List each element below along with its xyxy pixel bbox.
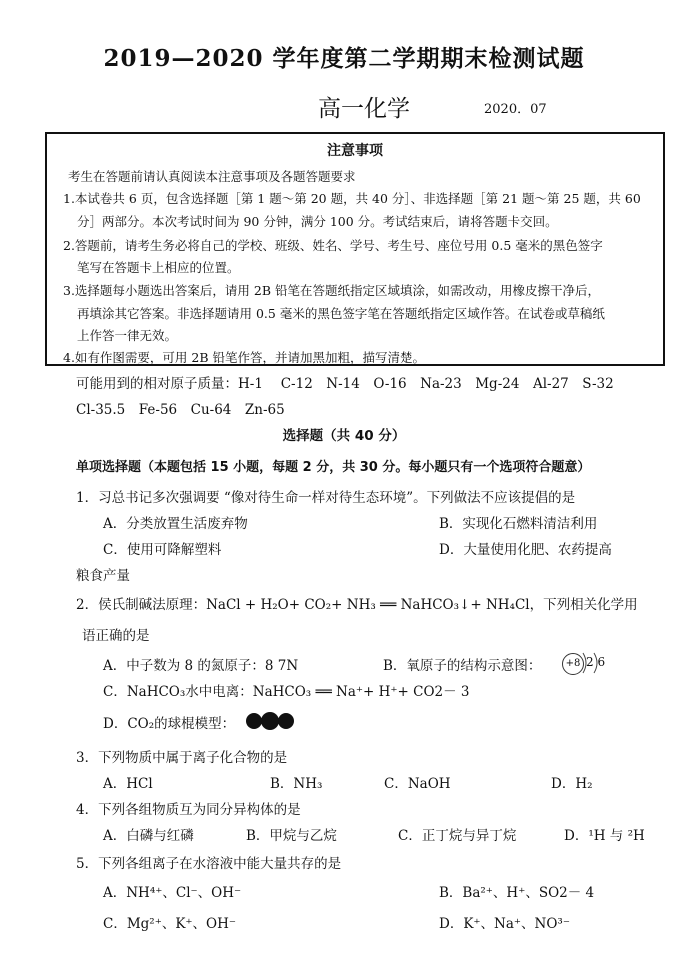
oxygen-electron-shells: 2 6 (586, 655, 606, 669)
part-instruction: 单项选择题（本题包括 15 小题，每题 2 分，共 30 分。每小题只有一个选项符合题意） (76, 460, 591, 475)
exam-title: 2019—2020 学年度第二学期期末检测试题 (103, 45, 585, 72)
question-2-option-c: C．NaHCO₃水中电离：NaHCO₃ ══ Na⁺+ H⁺+ CO2－ 3 (103, 684, 470, 700)
question-3-option-d: D．H₂ (551, 776, 593, 792)
atomic-masses-line: 可能用到的相对原子质量：H-1 C-12 N-14 O-16 Na-23 Mg-24 Al-27 S-32 (76, 376, 614, 392)
exam-date: 2020．07 (484, 102, 547, 117)
question-5-stem: 5．下列各组离子在水溶液中能大量共存的是 (76, 856, 342, 872)
question-3-option-a: A．HCl (103, 776, 153, 792)
notice-line: 分］两部分。本次考试时间为 90 分钟，满分 100 分。考试结束后，请将答题卡交回。 (77, 214, 558, 229)
question-5-option-d: D．K⁺、Na⁺、NO³⁻ (439, 916, 570, 932)
question-4-option-c: C．正丁烷与异丁烷 (398, 828, 517, 844)
question-3-option-b: B．NH₃ (270, 776, 323, 792)
notice-line: 上作答一律无效。 (77, 328, 178, 343)
question-1-option-d: D．大量使用化肥、农药提高 (439, 542, 612, 558)
notice-line: 考生在答题前请认真阅读本注意事项及各题答题要求 (68, 169, 356, 184)
notice-line: 1.本试卷共 6 页，包含选择题［第 1 题～第 20 题，共 40 分］、非选择题［第 21 题～第 25 题，共 60 (63, 191, 641, 206)
question-2-option-a: A．中子数为 8 的氮原子：8 7N (103, 658, 299, 674)
question-5-option-a: A．NH⁴⁺、Cl⁻、OH⁻ (103, 885, 242, 901)
co2-ball-and-stick-model-icon (245, 711, 295, 731)
question-1-option-c: C．使用可降解塑料 (103, 542, 222, 558)
question-5-option-c: C．Mg²⁺、K⁺、OH⁻ (103, 916, 237, 932)
section-title: 选择题（共 40 分） (282, 428, 406, 444)
oxygen-nucleus-circle: +8 (562, 653, 584, 675)
electron-shell-arcs-icon (581, 650, 611, 676)
notice-line: 2.答题前，请考生务必将自己的学校、班级、姓名、学号、考生号、座位号用 0.5 毫米的黑色签字 (63, 238, 603, 253)
notice-line: 4.如有作图需要，可用 2B 铅笔作答，并请加黑加粗，描写清楚。 (63, 350, 426, 365)
notice-line: 笔写在答题卡上相应的位置。 (77, 260, 240, 275)
question-1-stem: 1．习总书记多次强调要 “像对待生命一样对待生态环境”。下列做法不应该提倡的是 (76, 490, 576, 506)
question-1-option-d-continued: 粮食产量 (76, 568, 130, 584)
question-4-option-b: B．甲烷与乙烷 (246, 828, 337, 844)
question-2-stem: 2．侯氏制碱法原理：NaCl + H₂O+ CO₂+ NH₃ ══ NaHCO₃↓+ NH₄Cl，下列相关化学用 (76, 597, 638, 613)
atomic-masses-line: Cl-35.5 Fe-56 Cu-64 Zn-65 (76, 402, 285, 418)
notice-line: 3.选择题每小题选出答案后，请用 2B 铅笔在答题纸指定区域填涂，如需改动，用橡皮擦干净后， (63, 283, 601, 298)
question-2-option-b: B．氧原子的结构示意图： (383, 658, 542, 674)
question-1-option-a: A．分类放置生活废弃物 (103, 516, 248, 532)
question-3-stem: 3．下列物质中属于离子化合物的是 (76, 750, 288, 766)
notice-title: 注意事项 (327, 143, 383, 159)
question-2-stem-continued: 语正确的是 (82, 628, 150, 644)
question-4-option-d: D．¹H 与 ²H (564, 828, 645, 844)
notice-box (45, 132, 665, 366)
question-4-option-a: A．白磷与红磷 (103, 828, 194, 844)
notice-line: 再填涂其它答案。非选择题请用 0.5 毫米的黑色签字笔在答题纸指定区域作答。在试卷或草稿纸 (77, 306, 605, 321)
question-3-option-c: C．NaOH (384, 776, 451, 792)
question-4-stem: 4．下列各组物质互为同分异构体的是 (76, 802, 301, 818)
subject-title: 高一化学 (318, 96, 410, 122)
question-1-option-b: B．实现化石燃料清洁利用 (439, 516, 598, 532)
question-5-option-b: B．Ba²⁺、H⁺、SO2－ 4 (439, 885, 595, 901)
question-2-option-d: D．CO₂的球棍模型： (103, 716, 236, 732)
